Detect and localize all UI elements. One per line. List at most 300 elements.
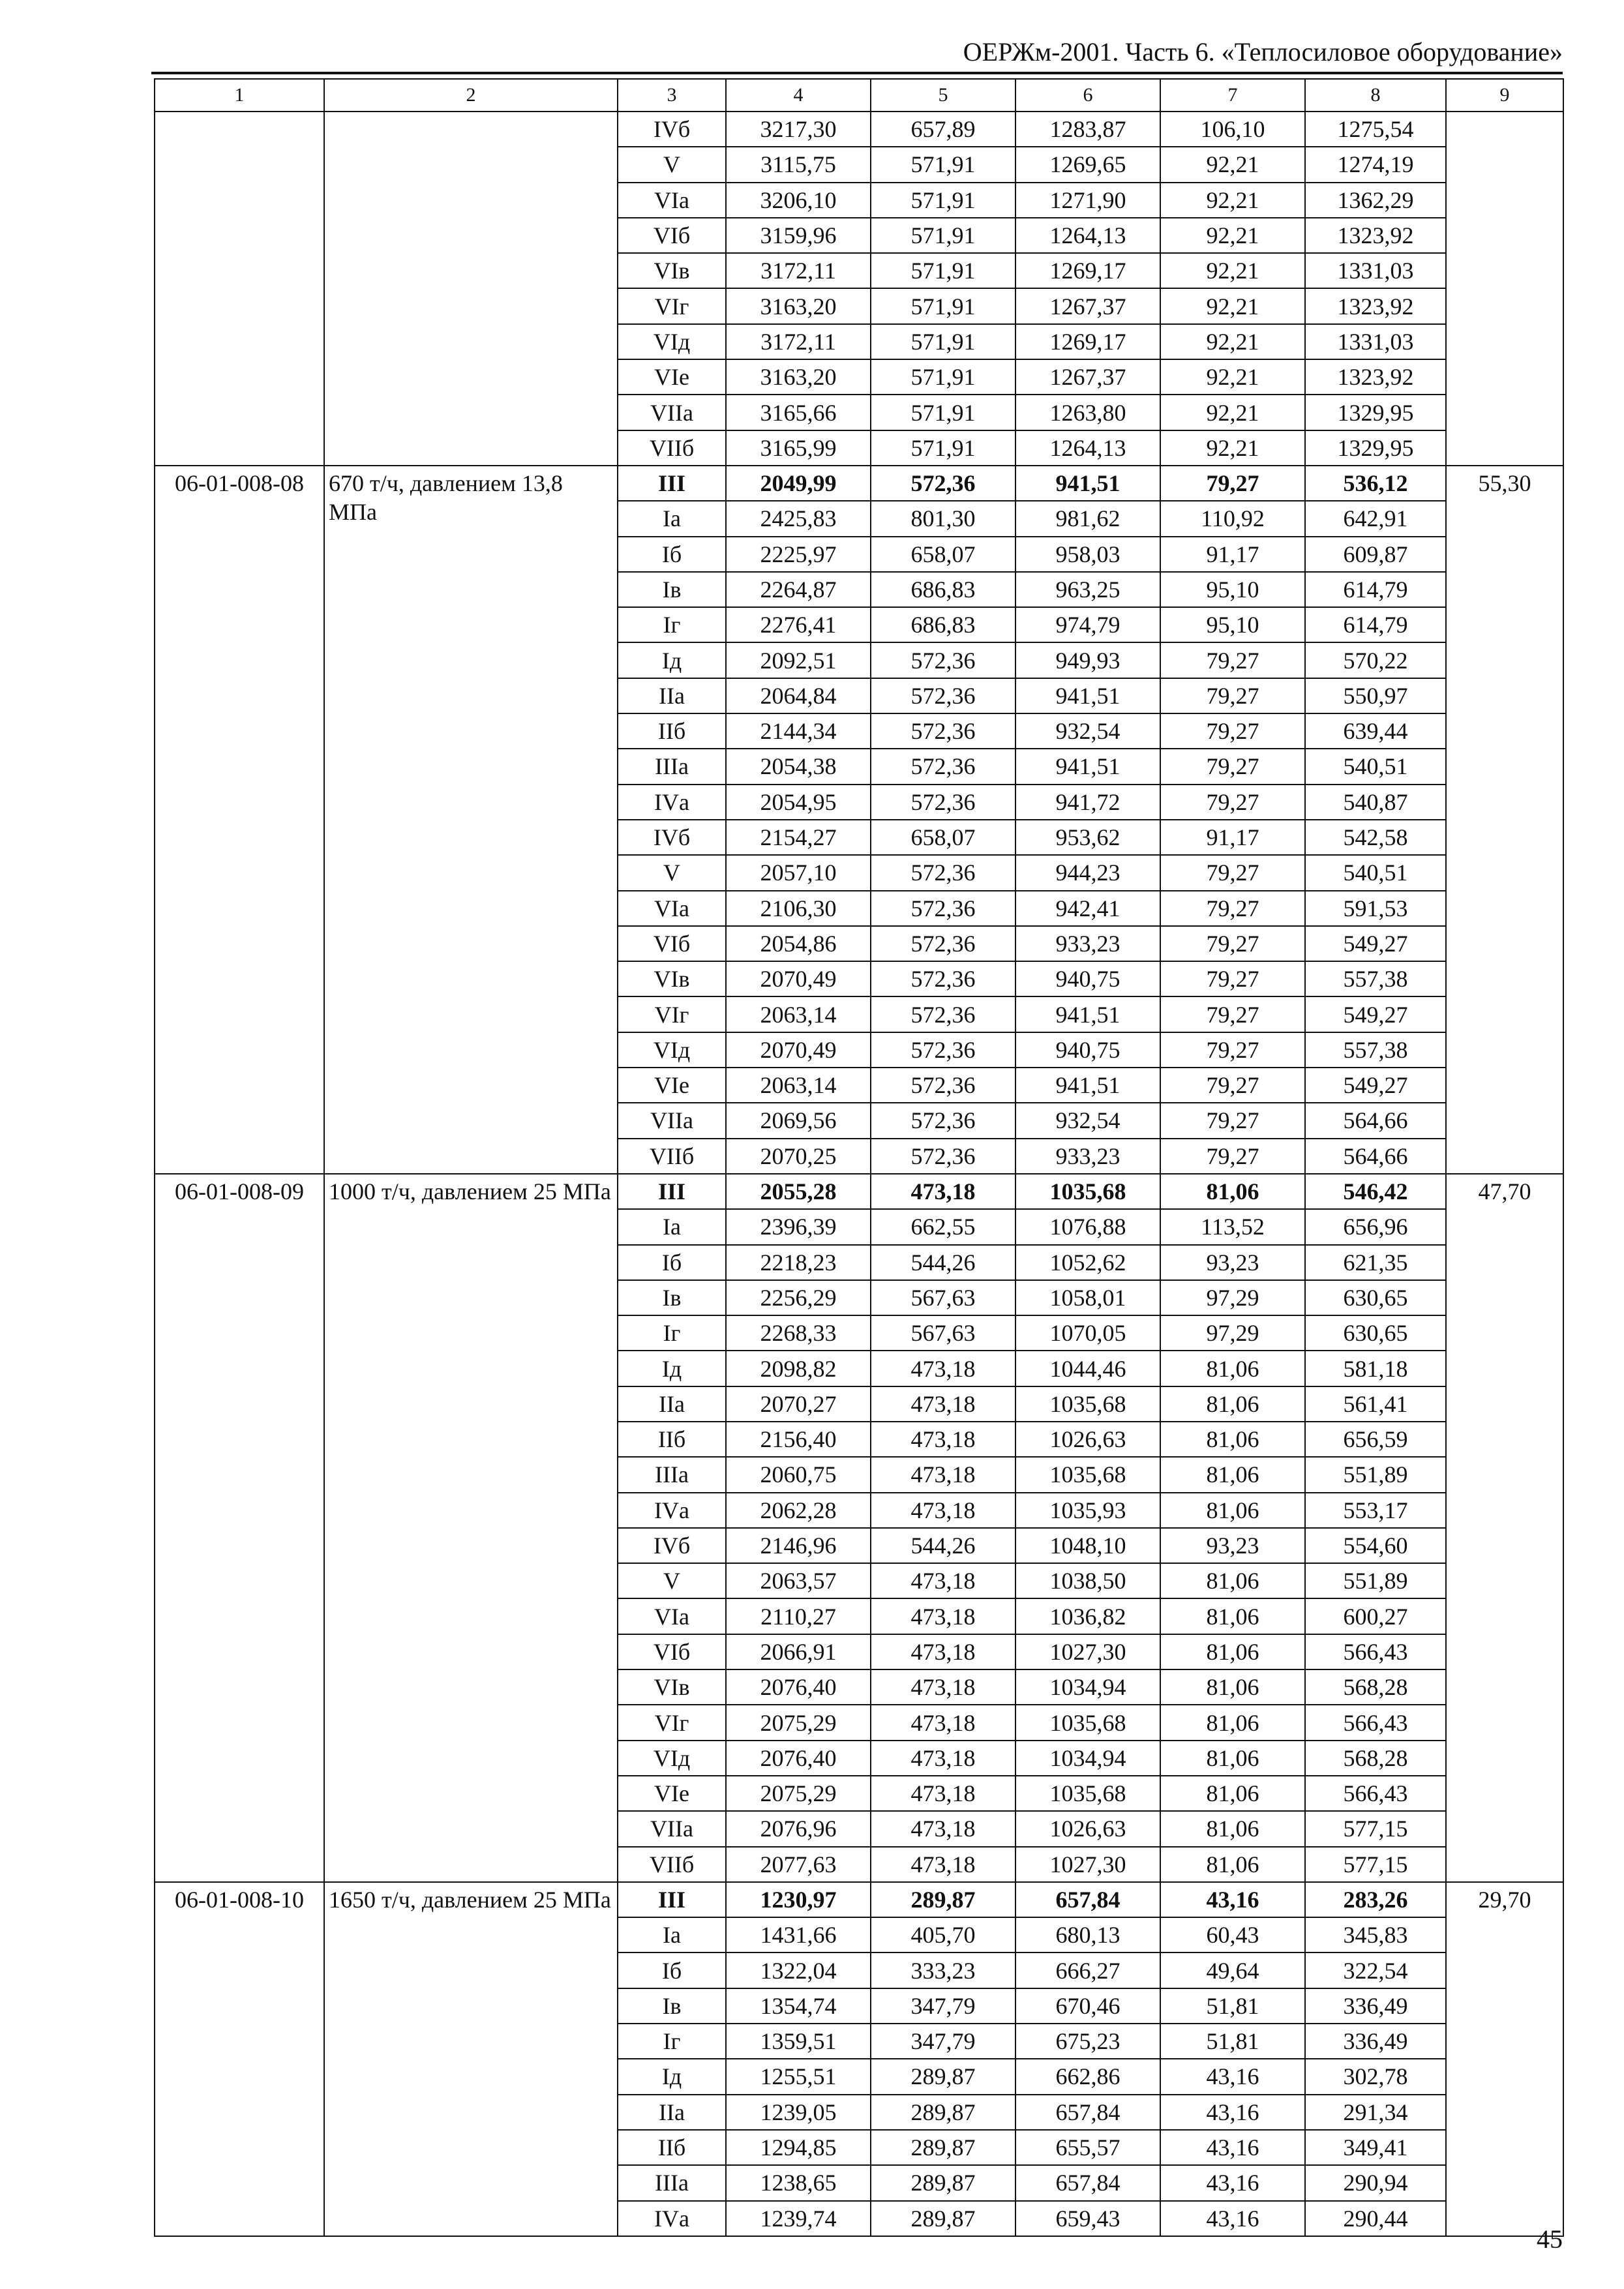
wages-cell: 473,18 xyxy=(871,1669,1015,1705)
machines-cell: 1263,80 xyxy=(1015,395,1160,430)
total-cost-cell: 2144,34 xyxy=(726,713,871,749)
zone-cell: VIд xyxy=(618,1741,726,1776)
materials-cell: 557,38 xyxy=(1305,961,1446,996)
wages-cell: 347,79 xyxy=(871,1988,1015,2024)
zone-cell: IIа xyxy=(618,678,726,713)
wages-cell: 473,18 xyxy=(871,1776,1015,1811)
total-cost-cell: 2225,97 xyxy=(726,537,871,572)
total-cost-cell: 2063,14 xyxy=(726,996,871,1032)
total-cost-cell: 1431,66 xyxy=(726,1917,871,1952)
materials-cell: 642,91 xyxy=(1305,501,1446,536)
materials-cell: 302,78 xyxy=(1305,2059,1446,2094)
zone-cell: VIе xyxy=(618,1068,726,1103)
total-cost-cell: 2110,27 xyxy=(726,1598,871,1634)
column-number: 9 xyxy=(1446,79,1563,112)
total-cost-cell: 2063,14 xyxy=(726,1068,871,1103)
materials-cell: 1323,92 xyxy=(1305,359,1446,395)
wages-cell: 657,89 xyxy=(871,112,1015,147)
wages-cell: 567,63 xyxy=(871,1315,1015,1351)
column-number: 1 xyxy=(155,79,324,112)
machines-cell: 1058,01 xyxy=(1015,1280,1160,1315)
machinist-wages-cell: 106,10 xyxy=(1160,112,1305,147)
zone-cell: IIа xyxy=(618,1386,726,1422)
table-row xyxy=(155,466,1563,501)
wages-cell: 572,36 xyxy=(871,1068,1015,1103)
column-number: 6 xyxy=(1015,79,1160,112)
machines-cell: 1035,68 xyxy=(1015,1386,1160,1422)
zone-cell: Iд xyxy=(618,642,726,678)
machinist-wages-cell: 81,06 xyxy=(1160,1705,1305,1740)
wages-cell: 544,26 xyxy=(871,1245,1015,1280)
total-cost-cell: 2396,39 xyxy=(726,1209,871,1244)
wages-cell: 571,91 xyxy=(871,288,1015,323)
machines-cell: 1052,62 xyxy=(1015,1245,1160,1280)
machines-cell: 1035,68 xyxy=(1015,1776,1160,1811)
materials-cell: 581,18 xyxy=(1305,1351,1446,1386)
zone-cell: Iг xyxy=(618,1315,726,1351)
machinist-wages-cell: 81,06 xyxy=(1160,1563,1305,1598)
machines-cell: 932,54 xyxy=(1015,1103,1160,1138)
machinist-wages-cell: 79,27 xyxy=(1160,785,1305,820)
materials-cell: 561,41 xyxy=(1305,1386,1446,1422)
total-cost-cell: 2070,27 xyxy=(726,1386,871,1422)
total-cost-cell: 3172,11 xyxy=(726,253,871,288)
zone-cell: IIа xyxy=(618,2095,726,2130)
wages-cell: 473,18 xyxy=(871,1705,1015,1740)
zone-cell: VIв xyxy=(618,961,726,996)
materials-cell: 568,28 xyxy=(1305,1741,1446,1776)
total-cost-cell: 2264,87 xyxy=(726,572,871,607)
zone-cell: Iб xyxy=(618,537,726,572)
materials-cell: 283,26 xyxy=(1305,1882,1446,1917)
machinist-wages-cell: 79,27 xyxy=(1160,1068,1305,1103)
wages-cell: 289,87 xyxy=(871,2130,1015,2165)
materials-cell: 336,49 xyxy=(1305,1988,1446,2024)
materials-cell: 540,51 xyxy=(1305,855,1446,890)
item-code-cell: 06-01-008-08 xyxy=(155,466,324,1174)
machinist-wages-cell: 60,43 xyxy=(1160,1917,1305,1952)
machinist-wages-cell: 92,21 xyxy=(1160,324,1305,359)
machinist-wages-cell: 81,06 xyxy=(1160,1422,1305,1457)
materials-cell: 546,42 xyxy=(1305,1174,1446,1209)
page-number: 45 xyxy=(1537,2224,1563,2254)
materials-cell: 577,15 xyxy=(1305,1811,1446,1846)
wages-cell: 572,36 xyxy=(871,713,1015,749)
machines-cell: 1267,37 xyxy=(1015,359,1160,395)
machines-cell: 942,41 xyxy=(1015,891,1160,926)
machines-cell: 657,84 xyxy=(1015,2095,1160,2130)
zone-cell: IIб xyxy=(618,1422,726,1457)
machines-cell: 940,75 xyxy=(1015,1032,1160,1068)
materials-cell: 549,27 xyxy=(1305,926,1446,961)
zone-cell: VIа xyxy=(618,183,726,218)
materials-cell: 551,89 xyxy=(1305,1563,1446,1598)
machinist-wages-cell: 81,06 xyxy=(1160,1811,1305,1846)
machinist-wages-cell: 79,27 xyxy=(1160,466,1305,501)
wages-cell: 473,18 xyxy=(871,1598,1015,1634)
zone-cell: IIIа xyxy=(618,2165,726,2200)
total-cost-cell: 1238,65 xyxy=(726,2165,871,2200)
machines-cell: 659,43 xyxy=(1015,2201,1160,2236)
machines-cell: 1283,87 xyxy=(1015,112,1160,147)
materials-cell: 536,12 xyxy=(1305,466,1446,501)
total-cost-cell: 2077,63 xyxy=(726,1847,871,1882)
total-cost-cell: 1359,51 xyxy=(726,2024,871,2059)
materials-cell: 540,87 xyxy=(1305,785,1446,820)
total-cost-cell: 2070,49 xyxy=(726,961,871,996)
wages-cell: 571,91 xyxy=(871,324,1015,359)
materials-cell: 542,58 xyxy=(1305,820,1446,855)
wages-cell: 473,18 xyxy=(871,1493,1015,1528)
zone-cell: Iв xyxy=(618,1988,726,2024)
machines-cell: 941,51 xyxy=(1015,466,1160,501)
zone-cell: VIг xyxy=(618,1705,726,1740)
machinist-wages-cell: 92,21 xyxy=(1160,395,1305,430)
materials-cell: 566,43 xyxy=(1305,1776,1446,1811)
machinist-wages-cell: 79,27 xyxy=(1160,1032,1305,1068)
total-cost-cell: 2060,75 xyxy=(726,1457,871,1492)
table-row xyxy=(155,112,1563,147)
machines-cell: 953,62 xyxy=(1015,820,1160,855)
total-cost-cell: 2054,38 xyxy=(726,749,871,784)
materials-cell: 630,65 xyxy=(1305,1315,1446,1351)
total-cost-cell: 2106,30 xyxy=(726,891,871,926)
wages-cell: 572,36 xyxy=(871,961,1015,996)
zone-cell: Iа xyxy=(618,501,726,536)
wages-cell: 571,91 xyxy=(871,430,1015,466)
machines-cell: 949,93 xyxy=(1015,642,1160,678)
machinist-wages-cell: 79,27 xyxy=(1160,749,1305,784)
machinist-wages-cell: 93,23 xyxy=(1160,1528,1305,1563)
materials-cell: 349,41 xyxy=(1305,2130,1446,2165)
wages-cell: 572,36 xyxy=(871,749,1015,784)
total-cost-cell: 1239,05 xyxy=(726,2095,871,2130)
zone-cell: Iд xyxy=(618,1351,726,1386)
materials-cell: 568,28 xyxy=(1305,1669,1446,1705)
wages-cell: 572,36 xyxy=(871,926,1015,961)
machines-cell: 1070,05 xyxy=(1015,1315,1160,1351)
zone-cell: VIIб xyxy=(618,1847,726,1882)
machines-cell: 1076,88 xyxy=(1015,1209,1160,1244)
total-cost-cell: 2075,29 xyxy=(726,1705,871,1740)
machines-cell: 1269,65 xyxy=(1015,147,1160,182)
zone-cell: III xyxy=(618,1174,726,1209)
materials-cell: 549,27 xyxy=(1305,996,1446,1032)
zone-cell: VIа xyxy=(618,1598,726,1634)
materials-cell: 614,79 xyxy=(1305,572,1446,607)
column-number: 3 xyxy=(618,79,726,112)
labor-cost-cell: 55,30 xyxy=(1446,466,1563,1174)
machinist-wages-cell: 43,16 xyxy=(1160,2095,1305,2130)
materials-cell: 614,79 xyxy=(1305,607,1446,642)
wages-cell: 473,18 xyxy=(871,1811,1015,1846)
machinist-wages-cell: 92,21 xyxy=(1160,183,1305,218)
wages-cell: 473,18 xyxy=(871,1847,1015,1882)
labor-cost-cell: 29,70 xyxy=(1446,1882,1563,2236)
item-name-cell: 1650 т/ч, давлением 25 МПа xyxy=(324,1882,618,2236)
total-cost-cell: 3165,99 xyxy=(726,430,871,466)
materials-cell: 291,34 xyxy=(1305,2095,1446,2130)
materials-cell: 336,49 xyxy=(1305,2024,1446,2059)
zone-cell: VIIа xyxy=(618,1103,726,1138)
zone-cell: IIIа xyxy=(618,749,726,784)
machinist-wages-cell: 79,27 xyxy=(1160,926,1305,961)
machinist-wages-cell: 51,81 xyxy=(1160,2024,1305,2059)
machinist-wages-cell: 81,06 xyxy=(1160,1847,1305,1882)
wages-cell: 473,18 xyxy=(871,1563,1015,1598)
total-cost-cell: 2063,57 xyxy=(726,1563,871,1598)
machines-cell: 1035,93 xyxy=(1015,1493,1160,1528)
machinist-wages-cell: 92,21 xyxy=(1160,218,1305,253)
total-cost-cell: 3163,20 xyxy=(726,288,871,323)
total-cost-cell: 2054,95 xyxy=(726,785,871,820)
machinist-wages-cell: 81,06 xyxy=(1160,1598,1305,1634)
wages-cell: 571,91 xyxy=(871,183,1015,218)
machines-cell: 1027,30 xyxy=(1015,1634,1160,1669)
machines-cell: 1264,13 xyxy=(1015,430,1160,466)
machines-cell: 963,25 xyxy=(1015,572,1160,607)
header-rule xyxy=(151,72,1563,74)
materials-cell: 290,44 xyxy=(1305,2201,1446,2236)
total-cost-cell: 2098,82 xyxy=(726,1351,871,1386)
wages-cell: 572,36 xyxy=(871,855,1015,890)
zone-cell: VIв xyxy=(618,1669,726,1705)
total-cost-cell: 2076,40 xyxy=(726,1741,871,1776)
materials-cell: 550,97 xyxy=(1305,678,1446,713)
machinist-wages-cell: 43,16 xyxy=(1160,2130,1305,2165)
zone-cell: IVб xyxy=(618,1528,726,1563)
machines-cell: 670,46 xyxy=(1015,1988,1160,2024)
machines-cell: 1035,68 xyxy=(1015,1705,1160,1740)
item-code-cell: 06-01-008-09 xyxy=(155,1174,324,1882)
zone-cell: VIIб xyxy=(618,430,726,466)
total-cost-cell: 2070,25 xyxy=(726,1139,871,1174)
materials-cell: 609,87 xyxy=(1305,537,1446,572)
machinist-wages-cell: 51,81 xyxy=(1160,1988,1305,2024)
zone-cell: IVб xyxy=(618,112,726,147)
total-cost-cell: 1322,04 xyxy=(726,1952,871,1988)
zone-cell: VIд xyxy=(618,324,726,359)
zone-cell: VIг xyxy=(618,288,726,323)
machines-cell: 932,54 xyxy=(1015,713,1160,749)
total-cost-cell: 2066,91 xyxy=(726,1634,871,1669)
materials-cell: 554,60 xyxy=(1305,1528,1446,1563)
total-cost-cell: 2276,41 xyxy=(726,607,871,642)
machinist-wages-cell: 43,16 xyxy=(1160,2059,1305,2094)
machinist-wages-cell: 91,17 xyxy=(1160,537,1305,572)
wages-cell: 289,87 xyxy=(871,1882,1015,1917)
materials-cell: 322,54 xyxy=(1305,1952,1446,1988)
machinist-wages-cell: 81,06 xyxy=(1160,1386,1305,1422)
wages-cell: 347,79 xyxy=(871,2024,1015,2059)
zone-cell: IVа xyxy=(618,2201,726,2236)
zone-cell: V xyxy=(618,1563,726,1598)
wages-cell: 289,87 xyxy=(871,2201,1015,2236)
machinist-wages-cell: 92,21 xyxy=(1160,430,1305,466)
zone-cell: Iв xyxy=(618,572,726,607)
machinist-wages-cell: 81,06 xyxy=(1160,1634,1305,1669)
machinist-wages-cell: 92,21 xyxy=(1160,288,1305,323)
wages-cell: 289,87 xyxy=(871,2095,1015,2130)
total-cost-cell: 2076,96 xyxy=(726,1811,871,1846)
machines-cell: 1035,68 xyxy=(1015,1457,1160,1492)
zone-cell: III xyxy=(618,466,726,501)
total-cost-cell: 1239,74 xyxy=(726,2201,871,2236)
machines-cell: 675,23 xyxy=(1015,2024,1160,2059)
table-row xyxy=(155,1882,1563,1917)
column-number: 5 xyxy=(871,79,1015,112)
machinist-wages-cell: 43,16 xyxy=(1160,1882,1305,1917)
materials-cell: 345,83 xyxy=(1305,1917,1446,1952)
machines-cell: 657,84 xyxy=(1015,2165,1160,2200)
machinist-wages-cell: 92,21 xyxy=(1160,359,1305,395)
materials-cell: 600,27 xyxy=(1305,1598,1446,1634)
materials-cell: 290,94 xyxy=(1305,2165,1446,2200)
wages-cell: 405,70 xyxy=(871,1917,1015,1952)
materials-cell: 564,66 xyxy=(1305,1139,1446,1174)
item-code-cell: 06-01-008-10 xyxy=(155,1882,324,2236)
materials-cell: 656,96 xyxy=(1305,1209,1446,1244)
wages-cell: 686,83 xyxy=(871,607,1015,642)
machinist-wages-cell: 92,21 xyxy=(1160,147,1305,182)
zone-cell: VIе xyxy=(618,1776,726,1811)
wages-cell: 571,91 xyxy=(871,359,1015,395)
labor-cost-cell xyxy=(1446,112,1563,466)
wages-cell: 473,18 xyxy=(871,1741,1015,1776)
machines-cell: 940,75 xyxy=(1015,961,1160,996)
machines-cell: 666,27 xyxy=(1015,1952,1160,1988)
machinist-wages-cell: 79,27 xyxy=(1160,678,1305,713)
wages-cell: 572,36 xyxy=(871,678,1015,713)
zone-cell: VIд xyxy=(618,1032,726,1068)
machines-cell: 933,23 xyxy=(1015,1139,1160,1174)
zone-cell: IIб xyxy=(618,713,726,749)
materials-cell: 656,59 xyxy=(1305,1422,1446,1457)
item-name-cell: 670 т/ч, давлением 13,8 МПа xyxy=(324,466,618,1174)
machines-cell: 941,51 xyxy=(1015,1068,1160,1103)
materials-cell: 621,35 xyxy=(1305,1245,1446,1280)
zone-cell: VIг xyxy=(618,996,726,1032)
machines-cell: 933,23 xyxy=(1015,926,1160,961)
zone-cell: Iд xyxy=(618,2059,726,2094)
wages-cell: 473,18 xyxy=(871,1422,1015,1457)
zone-cell: VIIа xyxy=(618,1811,726,1846)
wages-cell: 473,18 xyxy=(871,1386,1015,1422)
wages-cell: 571,91 xyxy=(871,218,1015,253)
machinist-wages-cell: 95,10 xyxy=(1160,607,1305,642)
materials-cell: 551,89 xyxy=(1305,1457,1446,1492)
materials-cell: 1323,92 xyxy=(1305,218,1446,253)
labor-cost-cell: 47,70 xyxy=(1446,1174,1563,1882)
wages-cell: 572,36 xyxy=(871,996,1015,1032)
wages-cell: 572,36 xyxy=(871,642,1015,678)
materials-cell: 566,43 xyxy=(1305,1634,1446,1669)
zone-cell: V xyxy=(618,855,726,890)
column-number: 2 xyxy=(324,79,618,112)
machines-cell: 981,62 xyxy=(1015,501,1160,536)
materials-cell: 591,53 xyxy=(1305,891,1446,926)
machinist-wages-cell: 81,06 xyxy=(1160,1669,1305,1705)
materials-cell: 540,51 xyxy=(1305,749,1446,784)
wages-cell: 473,18 xyxy=(871,1457,1015,1492)
machines-cell: 941,51 xyxy=(1015,678,1160,713)
machinist-wages-cell: 95,10 xyxy=(1160,572,1305,607)
machines-cell: 1027,30 xyxy=(1015,1847,1160,1882)
zone-cell: IVа xyxy=(618,785,726,820)
machines-cell: 655,57 xyxy=(1015,2130,1160,2165)
column-number: 8 xyxy=(1305,79,1446,112)
total-cost-cell: 2154,27 xyxy=(726,820,871,855)
total-cost-cell: 3217,30 xyxy=(726,112,871,147)
machines-cell: 1026,63 xyxy=(1015,1811,1160,1846)
machinist-wages-cell: 81,06 xyxy=(1160,1457,1305,1492)
total-cost-cell: 3165,66 xyxy=(726,395,871,430)
total-cost-cell: 2075,29 xyxy=(726,1776,871,1811)
machines-cell: 1038,50 xyxy=(1015,1563,1160,1598)
machinist-wages-cell: 79,27 xyxy=(1160,1139,1305,1174)
zone-cell: VIIб xyxy=(618,1139,726,1174)
wages-cell: 686,83 xyxy=(871,572,1015,607)
machinist-wages-cell: 81,06 xyxy=(1160,1174,1305,1209)
total-cost-cell: 1294,85 xyxy=(726,2130,871,2165)
zone-cell: Iв xyxy=(618,1280,726,1315)
machinist-wages-cell: 49,64 xyxy=(1160,1952,1305,1988)
wages-cell: 473,18 xyxy=(871,1634,1015,1669)
machinist-wages-cell: 79,27 xyxy=(1160,1103,1305,1138)
wages-cell: 289,87 xyxy=(871,2165,1015,2200)
machines-cell: 1034,94 xyxy=(1015,1741,1160,1776)
total-cost-cell: 2064,84 xyxy=(726,678,871,713)
machinist-wages-cell: 81,06 xyxy=(1160,1741,1305,1776)
wages-cell: 662,55 xyxy=(871,1209,1015,1244)
total-cost-cell: 2070,49 xyxy=(726,1032,871,1068)
machinist-wages-cell: 91,17 xyxy=(1160,820,1305,855)
machines-cell: 680,13 xyxy=(1015,1917,1160,1952)
total-cost-cell: 2425,83 xyxy=(726,501,871,536)
machines-cell: 1264,13 xyxy=(1015,218,1160,253)
machines-cell: 1269,17 xyxy=(1015,324,1160,359)
zone-cell: Iг xyxy=(618,607,726,642)
column-number: 4 xyxy=(726,79,871,112)
item-code-cell xyxy=(155,112,324,466)
machinist-wages-cell: 79,27 xyxy=(1160,996,1305,1032)
total-cost-cell: 2256,29 xyxy=(726,1280,871,1315)
materials-cell: 1362,29 xyxy=(1305,183,1446,218)
machines-cell: 1034,94 xyxy=(1015,1669,1160,1705)
machinist-wages-cell: 81,06 xyxy=(1160,1493,1305,1528)
zone-cell: VIб xyxy=(618,1634,726,1669)
materials-cell: 564,66 xyxy=(1305,1103,1446,1138)
machines-cell: 1026,63 xyxy=(1015,1422,1160,1457)
zone-cell: VIб xyxy=(618,926,726,961)
machines-cell: 974,79 xyxy=(1015,607,1160,642)
machines-cell: 941,51 xyxy=(1015,996,1160,1032)
machinist-wages-cell: 93,23 xyxy=(1160,1245,1305,1280)
total-cost-cell: 2076,40 xyxy=(726,1669,871,1705)
machinist-wages-cell: 79,27 xyxy=(1160,855,1305,890)
machines-cell: 657,84 xyxy=(1015,1882,1160,1917)
machinist-wages-cell: 79,27 xyxy=(1160,961,1305,996)
materials-cell: 1331,03 xyxy=(1305,253,1446,288)
total-cost-cell: 3115,75 xyxy=(726,147,871,182)
machinist-wages-cell: 43,16 xyxy=(1160,2201,1305,2236)
machinist-wages-cell: 79,27 xyxy=(1160,642,1305,678)
materials-cell: 553,17 xyxy=(1305,1493,1446,1528)
total-cost-cell: 2268,33 xyxy=(726,1315,871,1351)
table-row xyxy=(155,1174,1563,1209)
wages-cell: 567,63 xyxy=(871,1280,1015,1315)
total-cost-cell: 2055,28 xyxy=(726,1174,871,1209)
